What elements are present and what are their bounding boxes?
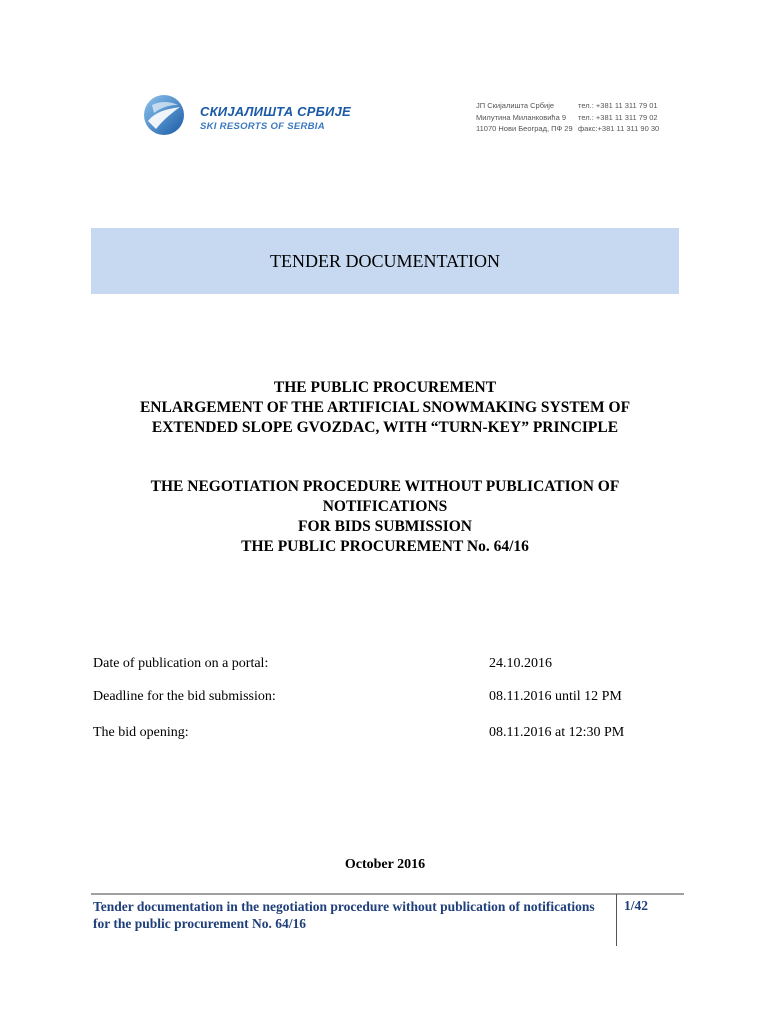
address-line: Милутина Миланковића 9 <box>476 112 567 122</box>
info-value: 24.10.2016 <box>489 656 552 671</box>
document-date: October 2016 <box>344 857 426 872</box>
info-label: Date of publication on a portal: <box>93 656 269 671</box>
info-value: 08.11.2016 at 12:30 PM <box>489 725 625 740</box>
footer-vertical-divider <box>616 894 617 946</box>
procurement-heading <box>60 378 710 438</box>
heading-line: THE PUBLIC PROCUREMENT <box>273 379 497 396</box>
document-title: TENDER DOCUMENTATION <box>269 250 501 271</box>
logo-name-english: SKI RESORTS OF SERBIA <box>200 121 325 132</box>
contact-line: тел.: +381 11 311 79 02 <box>578 112 658 122</box>
contact-line: факс:+381 11 311 90 30 <box>578 124 660 133</box>
heading-line: EXTENDED SLOPE GVOZDAC, WITH “TURN-KEY” PRINCIPLE <box>151 419 619 436</box>
heading-line: ENLARGEMENT OF THE ARTIFICIAL SNOWMAKING SYSTEM OF <box>139 399 631 416</box>
info-label: The bid opening: <box>93 725 189 740</box>
footer-divider <box>91 893 684 895</box>
logo-name-cyrillic: СКИЈАЛИШТА СРБИЈЕ <box>200 104 351 119</box>
title-banner <box>91 228 679 294</box>
heading-line: THE PUBLIC PROCUREMENT No. 64/16 <box>241 538 529 555</box>
heading-line: FOR BIDS SUBMISSION <box>298 518 472 535</box>
address-line: 11070 Нови Београд, ПФ 29 <box>476 124 573 133</box>
contact-line: тел.: +381 11 311 79 01 <box>578 101 658 110</box>
address-line: ЈП Скијалишта Србије <box>476 101 555 110</box>
heading-line: THE NEGOTIATION PROCEDURE WITHOUT PUBLICATION OF <box>150 478 620 495</box>
address-block <box>476 100 573 135</box>
procedure-heading <box>60 477 710 557</box>
footer-text: Tender documentation in the negotiation procedure without publication of notifications for the public procurement No. 64/16 <box>93 899 595 931</box>
info-label: Deadline for the bid submission: <box>93 689 276 704</box>
page-number: 1/42 <box>624 898 649 913</box>
heading-line: NOTIFICATIONS <box>322 498 448 515</box>
contacts-block <box>578 100 659 135</box>
info-value: 08.11.2016 until 12 PM <box>489 689 622 704</box>
